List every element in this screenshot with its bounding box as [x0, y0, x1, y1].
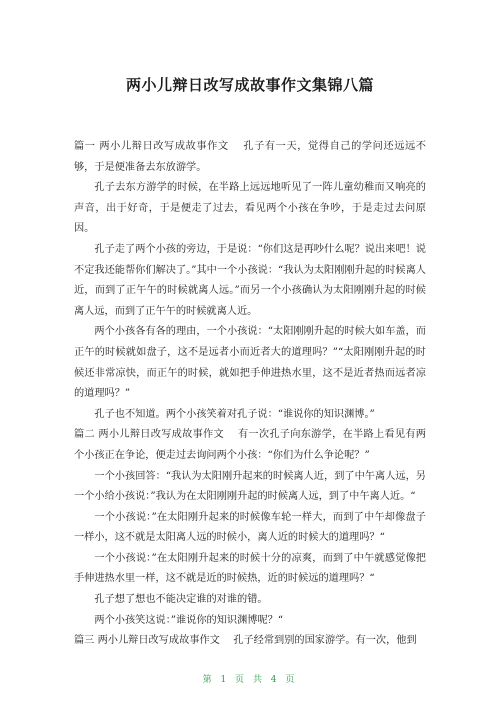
paragraph: 一个小孩说：”在太阳刚升起来的时候十分的凉爽，而到了中午就感觉像把手伸进热水里一样，这不就是近的时候热，近的时候远的道理吗？“ [74, 552, 426, 585]
paragraph: 一个小孩回答：“我认为太阳刚升起来的时候离人近，到了中午离人远，另一个小给小孩说：”我认为在太阳刚刚升起的时候离人远，到了中午离人近。“ [74, 470, 426, 503]
paragraph: 孔子想了想也不能决定谁的对谁的错。 [94, 594, 268, 606]
page-title: 两小儿辩日改写成故事作文集锦八篇 [125, 76, 374, 94]
paragraph: 篇一 两小儿辩日改写成故事作文 孔子有一天，觉得自己的学问还远远不够，于是便准备去东放游学。 [74, 141, 426, 173]
paragraph: 孔子走了两个小孩的旁边，于是说：“你们这是再吵什么呢？说出来吧！说不定我还能帮你们解决了。”其中一个小孩说：“我认为太阳刚刚升起的时候离人近，而到了正午午的时候就离人远。”而另一个小孩确认为太阳刚刚升起的时候离人远，而到了正午午的时候就离人近。 [74, 243, 426, 317]
document-body [74, 137, 426, 652]
paragraph: 孔子也不知道。两个小孩笑着对孔子说：“谁说你的知识渊博。” [94, 408, 375, 420]
paragraph: 篇三 两小儿辩日改写成故事作文 孔子经常到别的国家游学。有一次，他到 [74, 635, 417, 647]
paragraph: 两个小孩各有各的理由，一个小孩说：“太阳刚刚升起的时候大如车盖，而正午的时候就如盘子，这不是远者小而近者大的道理吗？”“太阳刚刚升起的时候还非常凉快，而正午的时候，就如把手伸进热水里，这不是近者热而远者凉的道理吗？” [74, 326, 426, 400]
page-number-footer: 第 1 页 共 4 页 [202, 675, 298, 685]
paragraph: 篇二 两小儿辩日改写成故事作文 有一次孔子向东游学，在半路上看见有两个小孩正在争论，便走过去询问两个小孩：“你们为什么争论呢？” [74, 429, 426, 461]
paragraph: 孔子去东方游学的时候，在半路上远远地听见了一阵儿童幼稚而又响亮的声音，出于好奇，于是便走了过去，看见两个小孩在争吵，于是走过去问原因。 [74, 182, 426, 235]
paragraph: 一个小孩说：”在太阳刚升起来的时候像车轮一样大，而到了中午却像盘子一样小，这不就是太阳离人远的时候小，离人近的时候大的道理吗？“ [74, 511, 426, 544]
paragraph: 两个小孩笑这说：”谁说你的知识渊博呢？“ [94, 614, 284, 626]
